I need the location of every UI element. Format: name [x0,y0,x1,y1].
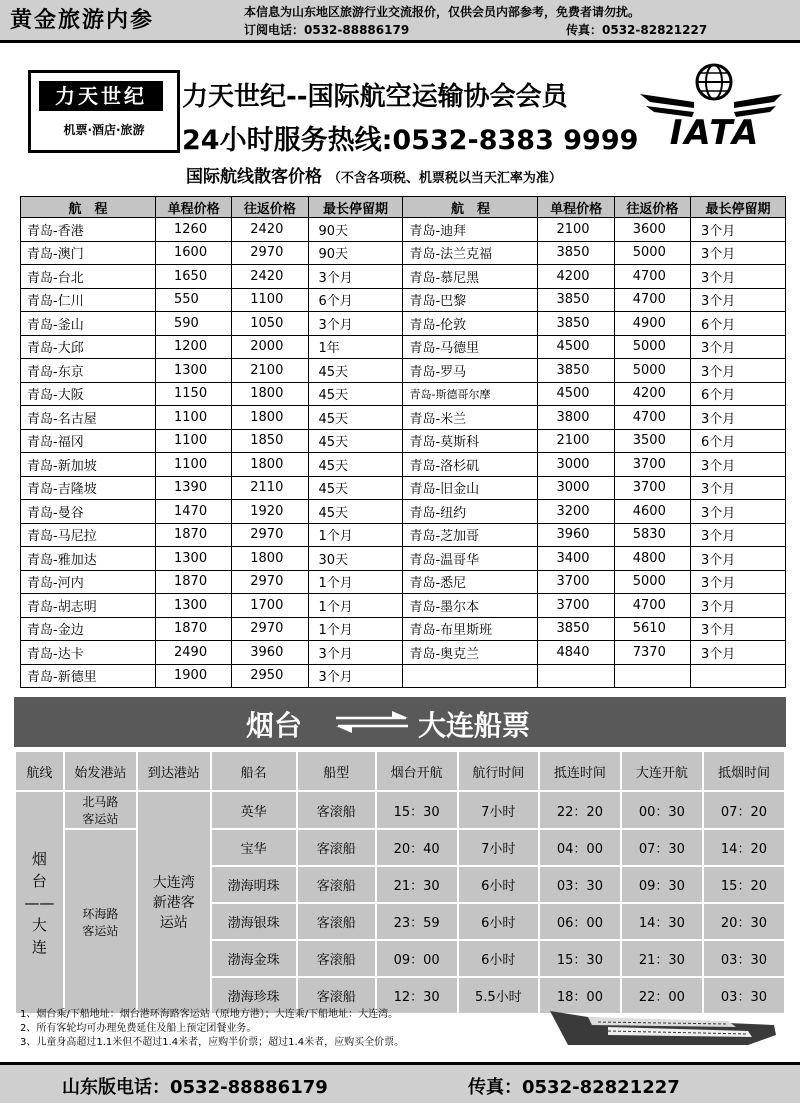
dalian-arrive-cell: 06：00 [539,903,621,940]
roundtrip-cell: 1100 [232,288,308,312]
roundtrip-cell: 1700 [232,594,308,618]
ferry-to: 大连船票 [418,709,531,742]
price-section-title [186,162,562,187]
top-header [0,0,800,43]
route-cell: 青岛-达卡 [21,641,156,665]
oneway-cell: 1900 [156,664,232,688]
roundtrip-cell: 5000 [614,359,690,383]
route-cell: 青岛-马尼拉 [21,523,156,547]
price-title-note: （不含各项税、机票税以当天汇率为准） [327,171,562,186]
roundtrip-cell: 1800 [232,453,308,477]
origin-station: 环海路 客运站 [64,829,137,1014]
route-cell: 青岛-香港 [21,218,156,242]
route-cell: 青岛-莫斯科 [403,429,538,453]
route-cell: 青岛-名古屋 [21,406,156,430]
ferry-table-header [15,751,785,791]
dalian-depart-cell: 07：30 [621,829,703,866]
roundtrip-cell: 2110 [232,476,308,500]
oneway-cell: 3800 [538,406,614,430]
roundtrip-cell: 1800 [232,406,308,430]
maxstay-cell: 45天 [308,359,403,383]
yantai-arrive-cell: 14：20 [703,829,785,866]
maxstay-cell: 6个月 [691,382,786,406]
yantai-depart-cell: 23：59 [376,903,458,940]
oneway-cell: 3000 [538,453,614,477]
route-cell: 青岛-大阪 [21,382,156,406]
dalian-arrive-cell: 18：00 [539,977,621,1014]
international-price-table [20,196,786,688]
oneway-cell: 3850 [538,359,614,383]
two-way-arrow-icon [332,709,412,735]
col-ship-type: 船型 [297,751,376,791]
oneway-cell: 1390 [156,476,232,500]
yantai-arrive-cell: 15：20 [703,866,785,903]
roundtrip-cell: 3600 [614,218,690,242]
header-fax: 传真：0532-82821227 [566,23,708,37]
route-cell: 青岛-悉尼 [403,570,538,594]
dalian-arrive-cell: 15：30 [539,940,621,977]
price-table-body [21,218,786,688]
brand-title: 黄金旅游内参 [10,8,155,33]
col-ship-name: 船名 [211,751,297,791]
route-cell: 青岛-东京 [21,359,156,383]
roundtrip-cell: 5830 [614,523,690,547]
price-row [21,359,786,383]
price-table-header [21,197,786,218]
maxstay-cell: 1个月 [308,594,403,618]
roundtrip-cell: 5610 [614,617,690,641]
maxstay-cell: 3个月 [691,288,786,312]
maxstay-cell: 3个月 [691,641,786,665]
maxstay-cell: 3个月 [691,570,786,594]
roundtrip-cell: 5000 [614,241,690,265]
roundtrip-cell: 7370 [614,641,690,665]
col-duration: 航行时间 [458,751,539,791]
roundtrip-cell: 2420 [232,218,308,242]
yantai-depart-cell: 09：00 [376,940,458,977]
oneway-cell: 550 [156,288,232,312]
roundtrip-cell: 4800 [614,547,690,571]
info-line: 本信息为山东地区旅游行业交流报价，仅供会员内部参考，免费者请勿扰。 [244,5,641,19]
route-cell: 青岛-釜山 [21,312,156,336]
col-dalian-depart: 大连开航 [621,751,703,791]
roundtrip-cell: 3500 [614,429,690,453]
oneway-cell: 4840 [538,641,614,665]
ship-name-cell: 宝华 [211,829,297,866]
route-cell: 青岛-大邱 [21,335,156,359]
roundtrip-cell: 5000 [614,335,690,359]
oneway-cell: 2100 [538,429,614,453]
price-row [21,476,786,500]
roundtrip-cell: 4700 [614,594,690,618]
oneway-cell: 1100 [156,406,232,430]
route-cell: 青岛-仁川 [21,288,156,312]
oneway-cell: 3850 [538,617,614,641]
price-row [21,594,786,618]
route-cell: 青岛-曼谷 [21,500,156,524]
oneway-cell: 1870 [156,570,232,594]
oneway-cell: 1870 [156,523,232,547]
roundtrip-cell: 2950 [232,664,308,688]
ship-name-cell: 渤海明珠 [211,866,297,903]
iata-logo-text: IATA [669,113,761,153]
roundtrip-cell: 2000 [232,335,308,359]
maxstay-cell [691,664,786,688]
col-line: 航线 [15,751,64,791]
price-row [21,429,786,453]
maxstay-cell: 3个月 [691,335,786,359]
ferry-from: 烟台 [246,709,303,742]
price-title-main: 国际航线散客价格 [186,167,322,187]
maxstay-cell: 6个月 [691,312,786,336]
col-origin: 始发港站 [64,751,137,791]
ship-type-cell: 客滚船 [297,791,376,829]
price-row [21,641,786,665]
maxstay-cell: 1年 [308,335,403,359]
price-row [21,288,786,312]
yantai-arrive-cell: 03：30 [703,977,785,1014]
maxstay-cell: 3个月 [691,453,786,477]
maxstay-cell: 3个月 [691,265,786,289]
ship-type-cell: 客滚船 [297,977,376,1014]
oneway-cell: 1600 [156,241,232,265]
roundtrip-cell: 3960 [232,641,308,665]
route-cell: 青岛-墨尔本 [403,594,538,618]
duration-cell: 5.5小时 [458,977,539,1014]
route-cell: 青岛-福冈 [21,429,156,453]
dalian-depart-cell: 21：30 [621,940,703,977]
price-row [21,312,786,336]
oneway-cell: 3700 [538,570,614,594]
maxstay-cell: 45天 [308,476,403,500]
oneway-cell: 1300 [156,547,232,571]
note-line: 1、烟台乘/下船地址：烟台港环海路客运站（原地方港）；大连乘/下船地址：大连湾。 [20,1009,399,1020]
price-row [21,241,786,265]
roundtrip-cell: 1800 [232,382,308,406]
route-cell: 青岛-罗马 [403,359,538,383]
price-row [21,500,786,524]
maxstay-cell: 30天 [308,547,403,571]
ship-name-cell: 渤海银珠 [211,903,297,940]
roundtrip-cell: 3700 [614,476,690,500]
route-cell: 青岛-洛杉矶 [403,453,538,477]
price-row [21,570,786,594]
oneway-cell: 1260 [156,218,232,242]
oneway-cell: 4200 [538,265,614,289]
route-cell: 青岛-迪拜 [403,218,538,242]
col-oneway: 单程价格 [538,197,614,218]
price-row [21,382,786,406]
dalian-depart-cell: 14：30 [621,903,703,940]
route-cell: 青岛-雅加达 [21,547,156,571]
maxstay-cell: 3个月 [691,617,786,641]
maxstay-cell: 3个月 [308,265,403,289]
maxstay-cell: 45天 [308,406,403,430]
oneway-cell: 3960 [538,523,614,547]
ferry-row [15,791,785,829]
oneway-cell: 2490 [156,641,232,665]
route-cell: 青岛-慕尼黑 [403,265,538,289]
price-row [21,617,786,641]
company-title: 力天世纪--国际航空运输协会会员 [182,82,568,112]
route-cell: 青岛-温哥华 [403,547,538,571]
destination-station: 大连湾 新港客 运站 [137,791,210,1014]
company-logo [28,70,180,153]
roundtrip-cell [614,664,690,688]
oneway-cell: 1650 [156,265,232,289]
roundtrip-cell: 1800 [232,547,308,571]
route-label: 烟 台 —— 大 连 [15,791,64,1014]
roundtrip-cell: 2970 [232,617,308,641]
route-cell: 青岛-马德里 [403,335,538,359]
oneway-cell: 3700 [538,594,614,618]
route-cell: 青岛-新德里 [21,664,156,688]
route-cell: 青岛-澳门 [21,241,156,265]
oneway-cell: 4500 [538,335,614,359]
yantai-arrive-cell: 03：30 [703,940,785,977]
oneway-cell: 2100 [538,218,614,242]
yantai-depart-cell: 12：30 [376,977,458,1014]
route-cell: 青岛-伦敦 [403,312,538,336]
oneway-cell: 3200 [538,500,614,524]
roundtrip-cell: 4600 [614,500,690,524]
note-line: 3、儿童身高超过1.1米但不超过1.4米者，应购半价票；超过1.4米者，应购买全价票。 [20,1037,405,1048]
price-row [21,406,786,430]
col-destination: 到达港站 [137,751,210,791]
oneway-cell: 590 [156,312,232,336]
yantai-arrive-cell: 20：30 [703,903,785,940]
ship-name-cell: 渤海金珠 [211,940,297,977]
oneway-cell [538,664,614,688]
route-cell: 青岛-斯德哥尔摩 [403,382,538,406]
route-cell: 青岛-布里斯班 [403,617,538,641]
col-roundtrip: 往返价格 [232,197,308,218]
price-row [21,218,786,242]
route-cell: 青岛-奥克兰 [403,641,538,665]
dalian-arrive-cell: 03：30 [539,866,621,903]
maxstay-cell: 6个月 [308,288,403,312]
ship-name-cell: 渤海珍珠 [211,977,297,1014]
col-route: 航 程 [21,197,156,218]
route-cell: 青岛-台北 [21,265,156,289]
maxstay-cell: 6个月 [691,429,786,453]
dalian-arrive-cell: 22：20 [539,791,621,829]
ship-type-cell: 客滚船 [297,866,376,903]
route-cell: 青岛-法兰克福 [403,241,538,265]
duration-cell: 6小时 [458,866,539,903]
maxstay-cell: 3个月 [691,218,786,242]
dalian-arrive-cell: 04：00 [539,829,621,866]
origin-station: 北马路 客运站 [64,791,137,829]
maxstay-cell: 45天 [308,429,403,453]
ferry-table-body [15,791,785,1014]
oneway-cell: 1200 [156,335,232,359]
maxstay-cell: 1个月 [308,570,403,594]
oneway-cell: 3850 [538,312,614,336]
subscribe-phone: 订阅电话：0532-88886179 [244,23,410,37]
dalian-depart-cell: 22：00 [621,977,703,1014]
ship-type-cell: 客滚船 [297,829,376,866]
roundtrip-cell: 2420 [232,265,308,289]
roundtrip-cell: 1850 [232,429,308,453]
dalian-depart-cell: 00：30 [621,791,703,829]
duration-cell: 7小时 [458,791,539,829]
ferry-row [15,829,785,866]
col-oneway: 单程价格 [156,197,232,218]
roundtrip-cell: 4900 [614,312,690,336]
oneway-cell: 3000 [538,476,614,500]
oneway-cell: 1300 [156,359,232,383]
oneway-cell: 4500 [538,382,614,406]
route-cell: 青岛-胡志明 [21,594,156,618]
oneway-cell: 3850 [538,288,614,312]
roundtrip-cell: 4700 [614,265,690,289]
price-row [21,664,786,688]
dalian-depart-cell: 09：30 [621,866,703,903]
route-cell: 青岛-新加坡 [21,453,156,477]
roundtrip-cell: 5000 [614,570,690,594]
logo-sub: 机票·酒店·旅游 [63,123,145,137]
route-cell: 青岛-米兰 [403,406,538,430]
route-cell: 青岛-河内 [21,570,156,594]
oneway-cell: 1100 [156,453,232,477]
col-dalian-arrive: 抵连时间 [539,751,621,791]
maxstay-cell: 3个月 [308,312,403,336]
oneway-cell: 1870 [156,617,232,641]
roundtrip-cell: 2970 [232,570,308,594]
maxstay-cell: 45天 [308,453,403,477]
ferry-banner [14,697,786,747]
route-cell: 青岛-纽约 [403,500,538,524]
roundtrip-cell: 2970 [232,241,308,265]
price-row [21,335,786,359]
roundtrip-cell: 4200 [614,382,690,406]
maxstay-cell: 1个月 [308,617,403,641]
maxstay-cell: 90天 [308,218,403,242]
duration-cell: 6小时 [458,903,539,940]
service-hotline: 24小时服务热线:0532-8383 9999 [182,125,639,156]
maxstay-cell: 45天 [308,382,403,406]
route-cell: 青岛-吉隆坡 [21,476,156,500]
oneway-cell: 3400 [538,547,614,571]
roundtrip-cell: 4700 [614,288,690,312]
footer-phone: 山东版电话：0532-88886179 [62,1077,328,1098]
route-cell: 青岛-巴黎 [403,288,538,312]
note-line: 2、所有客轮均可办理免费延住及船上预定团餐业务。 [20,1023,257,1034]
oneway-cell: 1470 [156,500,232,524]
maxstay-cell: 3个月 [691,476,786,500]
maxstay-cell: 3个月 [691,241,786,265]
roundtrip-cell: 1920 [232,500,308,524]
oneway-cell: 3850 [538,241,614,265]
maxstay-cell: 3个月 [691,547,786,571]
ferry-notes [20,1008,404,1050]
ship-type-cell: 客滚船 [297,903,376,940]
cruise-ship-icon [548,1005,780,1049]
footer [0,1062,800,1103]
price-row [21,523,786,547]
ship-type-cell: 客滚船 [297,940,376,977]
col-yantai-depart: 烟台开航 [376,751,458,791]
yantai-arrive-cell: 07：20 [703,791,785,829]
col-maxstay: 最长停留期 [691,197,786,218]
oneway-cell: 1150 [156,382,232,406]
yantai-depart-cell: 20：40 [376,829,458,866]
route-cell: 青岛-旧金山 [403,476,538,500]
col-route: 航 程 [403,197,538,218]
yantai-depart-cell: 21：30 [376,866,458,903]
ship-name-cell: 英华 [211,791,297,829]
maxstay-cell: 3个月 [691,359,786,383]
ferry-table [14,750,786,1015]
maxstay-cell: 45天 [308,500,403,524]
maxstay-cell: 1个月 [308,523,403,547]
roundtrip-cell: 2970 [232,523,308,547]
roundtrip-cell: 2100 [232,359,308,383]
roundtrip-cell: 1050 [232,312,308,336]
maxstay-cell: 3个月 [308,664,403,688]
col-maxstay: 最长停留期 [308,197,403,218]
price-row [21,453,786,477]
route-cell [403,664,538,688]
col-roundtrip: 往返价格 [614,197,690,218]
roundtrip-cell: 4700 [614,406,690,430]
maxstay-cell: 3个月 [691,594,786,618]
maxstay-cell: 3个月 [691,500,786,524]
logo-main: 力天世纪 [39,81,163,111]
maxstay-cell: 3个月 [691,523,786,547]
route-cell: 青岛-金边 [21,617,156,641]
duration-cell: 7小时 [458,829,539,866]
col-yantai-arrive: 抵烟时间 [703,751,785,791]
oneway-cell: 1300 [156,594,232,618]
maxstay-cell: 3个月 [691,406,786,430]
price-row [21,265,786,289]
duration-cell: 6小时 [458,940,539,977]
footer-fax: 传真：0532-82821227 [468,1077,680,1098]
route-cell: 青岛-芝加哥 [403,523,538,547]
maxstay-cell: 90天 [308,241,403,265]
maxstay-cell: 3个月 [308,641,403,665]
price-row [21,547,786,571]
yantai-depart-cell: 15：30 [376,791,458,829]
oneway-cell: 1100 [156,429,232,453]
roundtrip-cell: 3700 [614,453,690,477]
